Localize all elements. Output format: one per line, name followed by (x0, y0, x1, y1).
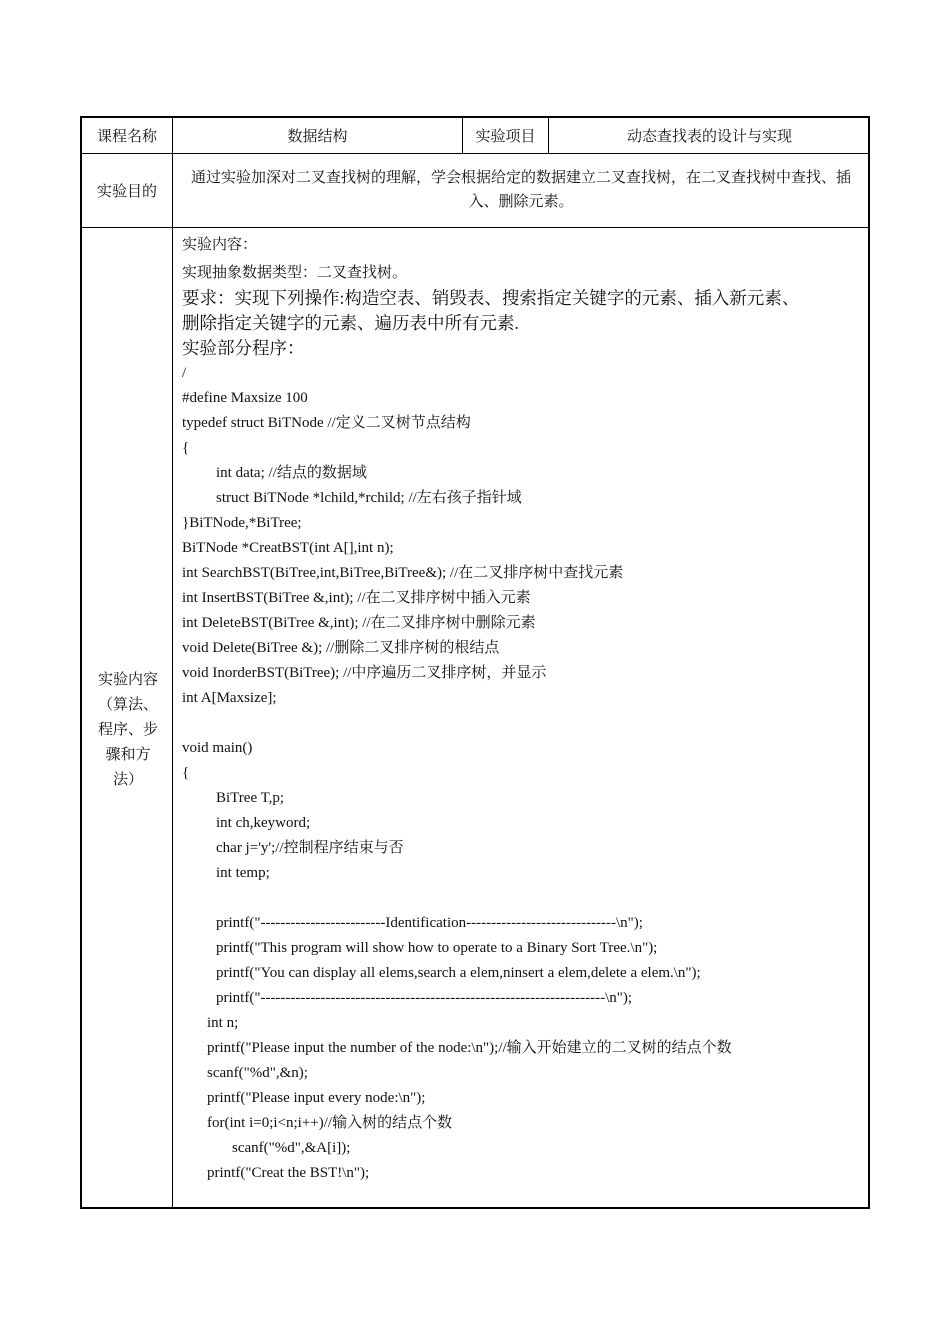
code-line: BiTree T,p; (216, 790, 285, 806)
content-label: 实验内容 （算法、 程序、步 骤和方 法） (97, 672, 158, 788)
requirement-line-2: 删除指定关键字的元素、遍历表中所有元素. (182, 313, 519, 333)
code-line: #define Maxsize 100 (182, 390, 308, 406)
partial-program-heading: 实验部分程序： (182, 338, 305, 358)
column-divider (172, 118, 173, 1207)
code-line: int DeleteBST(BiTree &,int); //在二叉排序树中删除元素 (182, 615, 536, 631)
course-name-value: 数据结构 (287, 129, 348, 145)
code-line: struct BiTNode *lchild,*rchild; //左右孩子指针域 (216, 490, 522, 506)
code-block (182, 361, 858, 1186)
code-line: }BiTNode,*BiTree; (182, 515, 302, 531)
code-line: int A[Maxsize]; (182, 690, 277, 706)
content-body (182, 233, 858, 1186)
code-line: int SearchBST(BiTree,int,BiTree,BiTree&); //在二叉排序树中查找元素 (182, 565, 624, 581)
code-line: void main() (182, 740, 253, 756)
code-line: scanf("%d",&A[i]); (232, 1140, 351, 1156)
code-line: BiTNode *CreatBST(int A[],int n); (182, 540, 394, 556)
code-line: void Delete(BiTree &); //删除二叉排序树的根结点 (182, 640, 500, 656)
code-line: printf("You can display all elems,search a elem,ninsert a elem,delete a elem.\n"); (216, 965, 701, 981)
code-line: char j='y';//控制程序结束与否 (216, 840, 404, 856)
purpose-text: 通过实验加深对二叉查找树的理解，学会根据给定的数据建立二叉查找树，在二叉查找树中查找、插入、删除元素。 (190, 170, 851, 210)
code-line: int temp; (216, 865, 270, 881)
code-line: { (182, 440, 190, 456)
code-line: printf("Please input every node:\n"); (207, 1090, 426, 1106)
code-line (182, 711, 858, 736)
requirement-line-1: 要求：实现下列操作:构造空表、销毁表、搜索指定关键字的元素、插入新元素、 (182, 288, 800, 308)
content-abstract: 实现抽象数据类型：二叉查找树。 (182, 265, 408, 281)
code-line: typedef struct BiTNode //定义二叉树节点结构 (182, 415, 471, 431)
code-line: printf("Creat the BST!\n"); (207, 1165, 370, 1181)
project-value: 动态查找表的设计与实现 (626, 129, 792, 145)
code-line: for(int i=0;i<n;i++)//输入树的结点个数 (207, 1115, 453, 1131)
code-line: scanf("%d",&n); (207, 1065, 308, 1081)
code-line: int n; (207, 1015, 239, 1031)
row-divider (82, 227, 868, 228)
code-line: printf("Please input the number of the node:\n");//输入开始建立的二叉树的结点个数 (207, 1040, 732, 1056)
code-line: / (182, 365, 187, 381)
code-line: { (182, 765, 190, 781)
course-name-label: 课程名称 (96, 129, 157, 145)
code-line: printf("-------------------------Identification------------------------------\n"); (216, 915, 643, 931)
code-line: printf("---------------------------------------------------------------------\n"); (216, 990, 633, 1006)
code-line: int data; //结点的数据域 (216, 465, 367, 481)
code-line: int InsertBST(BiTree &,int); //在二叉排序树中插入元素 (182, 590, 531, 606)
code-line (182, 886, 858, 911)
purpose-label: 实验目的 (96, 184, 157, 200)
project-label: 实验项目 (475, 129, 536, 145)
code-line: printf("This program will show how to operate to a Binary Sort Tree.\n"); (216, 940, 658, 956)
experiment-report-table (80, 116, 870, 1209)
content-title: 实验内容： (182, 237, 258, 253)
code-line: int ch,keyword; (216, 815, 311, 831)
code-line: void InorderBST(BiTree); //中序遍历二叉排序树，并显示 (182, 665, 547, 681)
